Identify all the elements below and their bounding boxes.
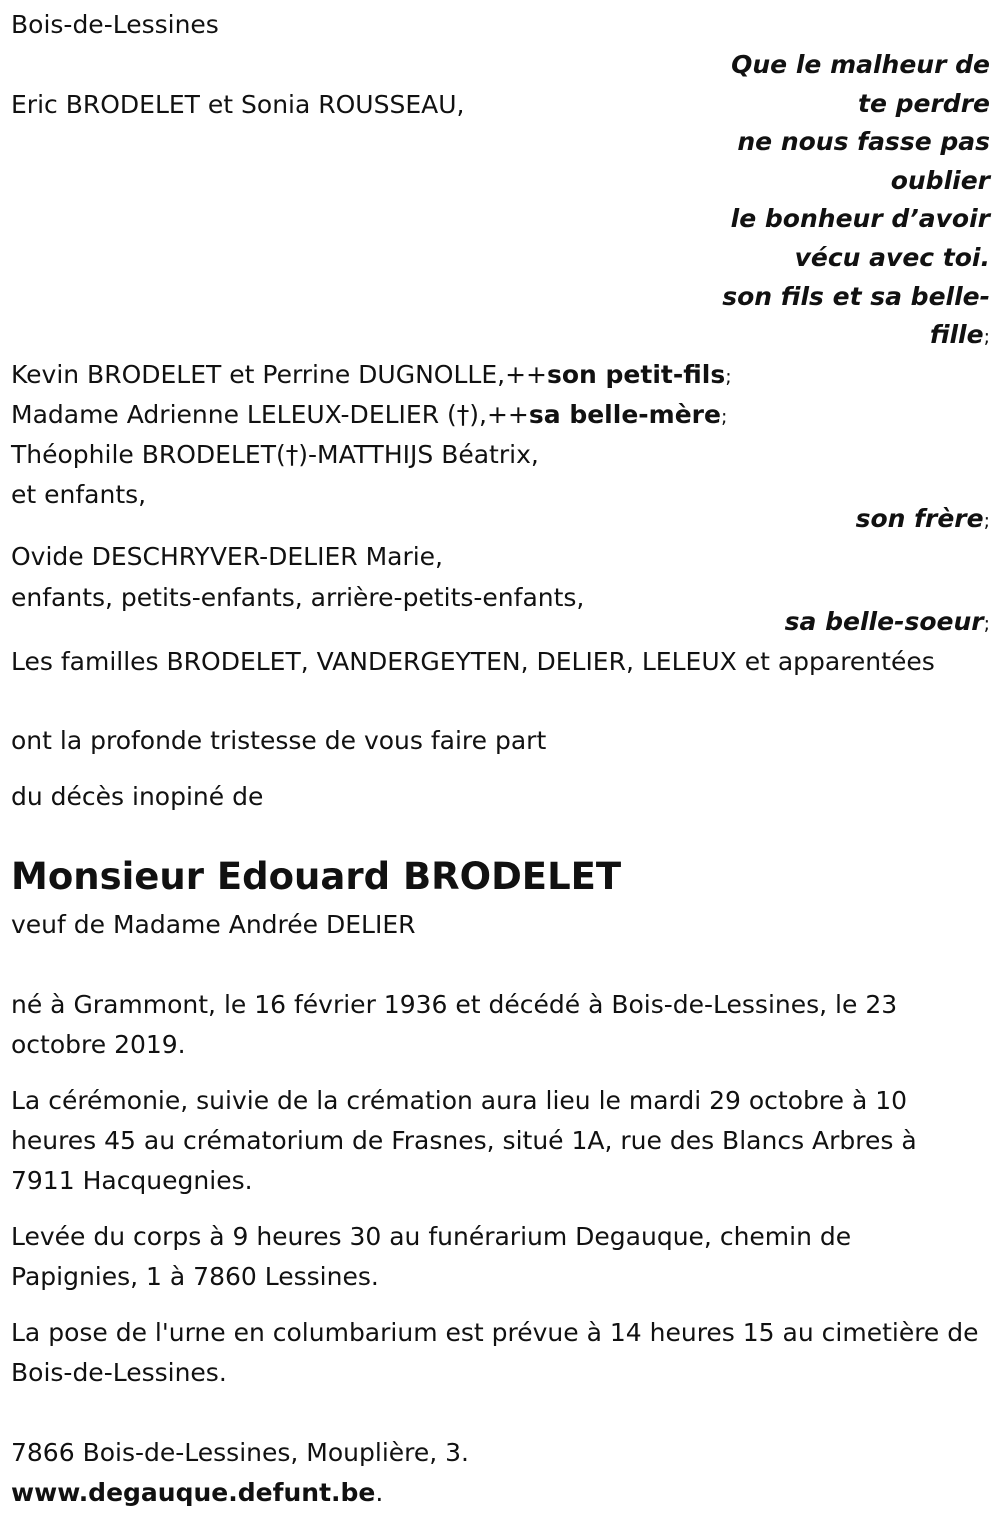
brother-relation-line: [856, 504, 990, 536]
poem-line: ne nous fasse pas: [737, 127, 990, 156]
poem-line: vécu avec toi.: [794, 243, 990, 272]
poem-line: le bonheur d’avoir: [730, 204, 990, 233]
son-relation-sep: ;: [983, 326, 990, 348]
brother-line1: Théophile BRODELET(†)-MATTHIJS Béatrix,: [11, 440, 539, 469]
brother-sep: ;: [983, 510, 990, 532]
announcement-line1: ont la profonde tristesse de vous faire part: [11, 726, 547, 755]
mother-in-law-relation: sa belle-mère: [528, 400, 721, 429]
footer-website[interactable]: www.degauque.defunt.be: [11, 1478, 376, 1507]
families-line: Les familles BRODELET, VANDERGEYTEN, DELIER, LELEUX et apparentées: [11, 647, 935, 676]
footer-website-suffix: .: [375, 1478, 384, 1507]
poem-line: oublier: [890, 166, 990, 195]
sister-in-law-line2: enfants, petits-enfants, arrière-petits-enfants,: [11, 583, 585, 612]
brother-relation: son frère: [855, 504, 984, 533]
son-relation-text: fille: [929, 320, 984, 349]
sister-in-law-relation: sa belle-soeur: [784, 607, 984, 636]
header-place: Bois-de-Lessines: [11, 10, 219, 39]
grandson-sep: ;: [725, 366, 732, 388]
deceased-name: Monsieur Edouard BRODELET: [11, 855, 622, 898]
mother-in-law-sep: ;: [720, 406, 728, 428]
mother-in-law-line: [11, 400, 727, 432]
birth-death-paragraph: né à Grammont, le 16 février 1936 et décédé à Bois-de-Lessines, le 23 octobre 2019.: [11, 990, 898, 1059]
son-names: Eric BRODELET et Sonia ROUSSEAU,: [11, 90, 465, 119]
grandson-line: [11, 360, 732, 392]
sister-in-law-sep: ;: [983, 613, 990, 635]
grandson-names: Kevin BRODELET et Perrine DUGNOLLE,++: [11, 360, 547, 389]
urn-paragraph: La pose de l'urne en columbarium est prévue à 14 heures 15 au cimetière de Bois-de-Lessines.: [11, 1318, 979, 1387]
ceremony-paragraph: La cérémonie, suivie de la crémation aura lieu le mardi 29 octobre à 10 heures 45 au crématorium de Frasnes, situé 1A, rue des Blancs Arbres à 7911 Hacquegnies.: [11, 1086, 917, 1195]
poem-line: te perdre: [858, 89, 990, 118]
footer-address: 7866 Bois-de-Lessines, Mouplière, 3.: [11, 1438, 469, 1467]
sister-in-law-line1: Ovide DESCHRYVER-DELIER Marie,: [11, 542, 444, 571]
son-relation-line1: son fils et sa belle-: [722, 282, 990, 311]
mother-in-law-names: Madame Adrienne LELEUX-DELIER (†),++: [11, 400, 529, 429]
deceased-spouse: veuf de Madame Andrée DELIER: [11, 910, 416, 939]
poem-line: Que le malheur de: [731, 50, 990, 79]
brother-line2: et enfants,: [11, 480, 147, 509]
son-relation-line2: [930, 320, 990, 352]
levee-paragraph: Levée du corps à 9 heures 30 au funérarium Degauque, chemin de Papignies, 1 à 7860 Lessines.: [11, 1222, 852, 1291]
grandson-relation: son petit-fils: [546, 360, 726, 389]
announcement-line2: du décès inopiné de: [11, 782, 264, 811]
sister-in-law-relation-line: [785, 607, 990, 639]
footer-website-line: [11, 1478, 383, 1508]
